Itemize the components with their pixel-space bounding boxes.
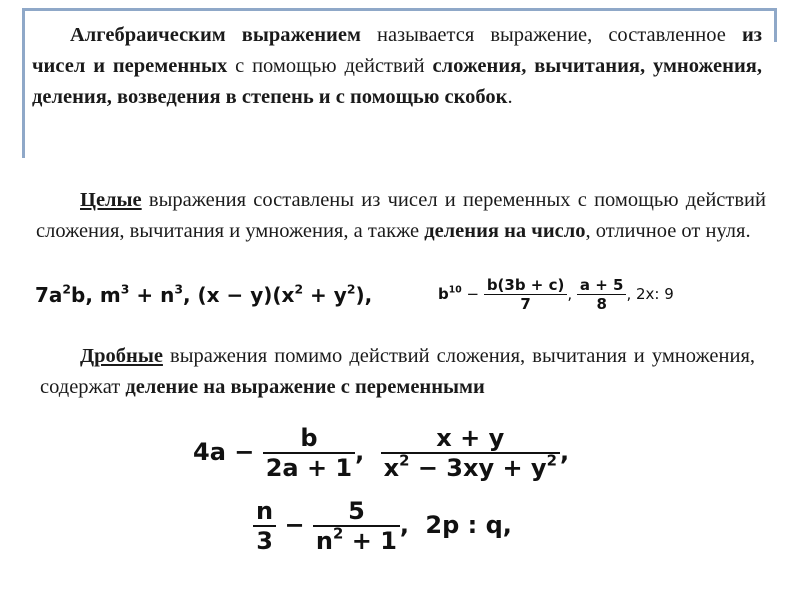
fractional-term: Дробные — [80, 345, 163, 367]
definition-highlight: из чисел и переменных — [32, 24, 762, 77]
fractional-examples-formula-1: 4a − $\frac{b}{2a + 1}$ , $\frac{x + y}{x^2 - 3xy + y^2}$ , — [193, 424, 570, 482]
definition-paragraph — [32, 20, 762, 113]
whole-highlight: деления на число — [424, 220, 586, 242]
definition-term: Алгебраическим выражением — [70, 24, 361, 46]
whole-text-1: выражения составлены из чисел и переменных с помощью действий сложения, вычитания и умножения, а также — [36, 189, 766, 242]
whole-term: Целые — [80, 189, 142, 211]
definition-text-1: называется выражение, составленное — [360, 24, 742, 46]
whole-expressions-paragraph — [36, 185, 766, 247]
frame-top-border — [22, 8, 777, 11]
definition-operations: сложения, вычитания, умножения, деления, возведения в степень и с помощью скобок — [32, 55, 762, 108]
frame-left-border — [22, 8, 25, 158]
fractional-examples-formula-2: $\frac{n}{3}$ − $\frac{5}{n^2 + 1}$ , 2p : q, — [253, 497, 512, 555]
fractional-text-1: выражения помимо действий сложения, вычитания и умножения, содержат — [40, 345, 755, 398]
frame-right-border — [774, 8, 777, 42]
definition-end: . — [507, 86, 513, 108]
fractional-expressions-paragraph — [40, 341, 755, 403]
fractional-highlight: деление на выражение с переменными — [125, 376, 485, 398]
definition-text-2: с помощью действий — [227, 55, 433, 77]
whole-examples-formula-2: $b^{10}$ − $\frac{b(3b + c)}{7}$ , $\frac{a + 5}{8}$ , 2x: 9 — [438, 276, 674, 313]
whole-text-2: , отличное от нуля. — [585, 220, 751, 242]
whole-examples-formula-1: $7a^2b$, $m^3 + n^3$, $(x - y)(x^2 + y^2)$, — [35, 281, 373, 307]
